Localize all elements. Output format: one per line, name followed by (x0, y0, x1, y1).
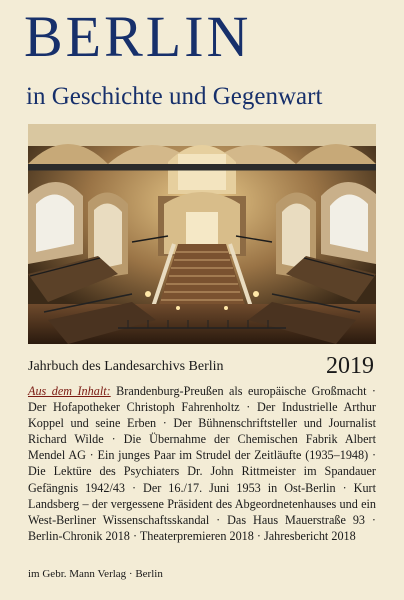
cover-subtitle: in Geschichte und Gegenwart (26, 83, 323, 110)
contents-summary (28, 383, 376, 544)
yearbook-label: Jahrbuch des Landesarchivs Berlin (28, 359, 224, 374)
publisher-line: im Gebr. Mann Verlag · Berlin (28, 568, 163, 580)
contents-lead: Aus dem Inhalt: (28, 384, 111, 398)
edition-year: 2019 (326, 353, 374, 379)
cover-photo-staircase-hall (28, 124, 376, 344)
contents-text: Brandenburg-Preußen als europäische Großmacht · Der Hofapotheker Christoph Fahrenholtz · Der Industrielle Arthur Koppel und seine Erben · Der Bühnenschriftsteller und Journalist Richard Wilde · Die Übernahme der Chemischen Fabrik Albert Mendel AG · Ein junges Paar im Strudel der Zeitläufte (1935–1948) · Die Lektüre des Psychiaters Dr. John Rittmeister im Spandauer Gefängnis 1942/43 · Der 16./17. Juni 1953 in Ost-Berlin · Kurt Landsberg – der vergessene Präsident des Abgeordnetenhauses und ein West-Berliner Wissenschaftsskandal · Das Haus Mauerstraße 93 · Berlin-Chronik 2018 · Theaterpremieren 2018 · Jahresbericht 2018 (28, 384, 376, 543)
cover-title: BERLIN (24, 4, 252, 69)
